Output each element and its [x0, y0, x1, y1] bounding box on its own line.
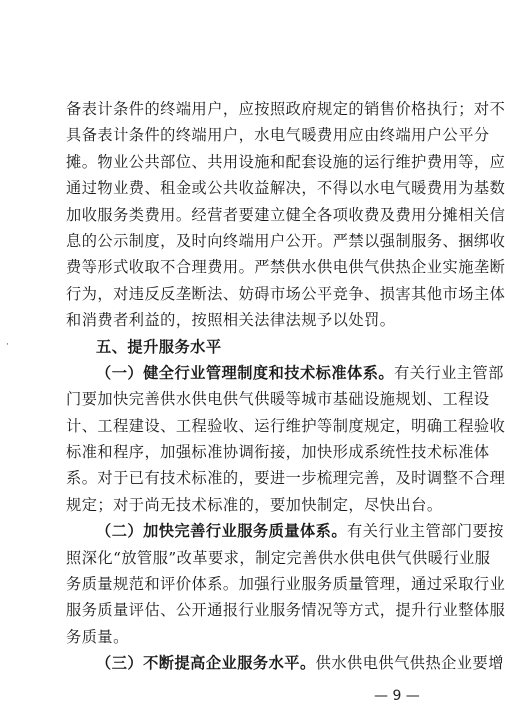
subsection-3	[66, 650, 504, 676]
subsection-text: 有关行业主管部门要按	[347, 522, 504, 541]
subsection-first-line	[66, 360, 504, 386]
text-line: 息的公示制度，及时向终端用户公开。严禁以强制服务、捆绑收	[66, 231, 505, 250]
section-heading: 五、提升服务水平	[96, 337, 222, 356]
subsection-first-line	[66, 518, 504, 544]
paragraph-fees	[66, 96, 505, 334]
text-line: 备表计条件的终端用户，应按照政府规定的销售价格执行；对不	[66, 100, 505, 118]
text-line: 和消费者利益的，按照相关法律法规予以处罚。	[66, 311, 396, 330]
subsection-text: 有关行业主管部	[394, 363, 504, 382]
page-number: — 9 —	[374, 688, 420, 704]
margin-mark: ·	[6, 340, 9, 350]
subsection-1	[66, 360, 505, 518]
text-line: 服务质量评估、公开通报行业服务情况等方式，提升行业整体服	[66, 601, 505, 620]
text-line: 计、工程建设、工程验收、运行维护等制度规定，明确工程验收	[66, 416, 505, 435]
subsection-first-line	[66, 650, 504, 676]
text-line: 门要加快完善供水供电供气供暖等城市基础设施规划、工程设	[66, 390, 490, 409]
text-line: 标准和程序，加强标准协调衔接，加快形成系统性技术标准体	[66, 443, 490, 462]
subsection-title: （三）不断提高企业服务水平。	[96, 654, 316, 673]
text-line: 通过物业费、租金或公共收益解决，不得以水电气暖费用为基数	[66, 179, 505, 198]
text-line: 费等形式收取不合理费用。严禁供水供电供气供热企业实施垄断	[66, 258, 505, 277]
subsection-title: （二）加快完善行业服务质量体系。	[96, 522, 347, 541]
text-line: 务质量规范和评价体系。加强行业服务质量管理，通过采取行业	[66, 575, 505, 594]
text-line: 规定；对于尚无技术标准的，要加快制定，尽快出台。	[66, 495, 443, 514]
text-line: 系。对于已有技术标准的，要进一步梳理完善，及时调整不合理	[66, 469, 505, 488]
subsection-text: 供水供电供气供热企业要增	[315, 654, 504, 673]
text-line: 摊。物业公共部位、共用设施和配套设施的运行维护费用等，应	[66, 152, 505, 171]
subsection-2	[66, 518, 505, 650]
text-line: 加收服务类费用。经营者要建立健全各项收费及费用分摊相关信	[66, 205, 505, 224]
text-line: 务质量。	[66, 627, 129, 646]
subsection-title: （一）健全行业管理制度和技术标准体系。	[96, 363, 395, 382]
text-line: 照深化“放管服”改革要求，制定完善供水供电供气供暖行业服	[66, 548, 491, 567]
text-line: 行为，对违反反垄断法、妨碍市场公平竞争、损害其他市场主体	[66, 284, 505, 303]
body-text	[66, 96, 505, 677]
text-line: 具备表计条件的终端用户，水电气暖费用应由终端用户公平分	[66, 126, 490, 145]
